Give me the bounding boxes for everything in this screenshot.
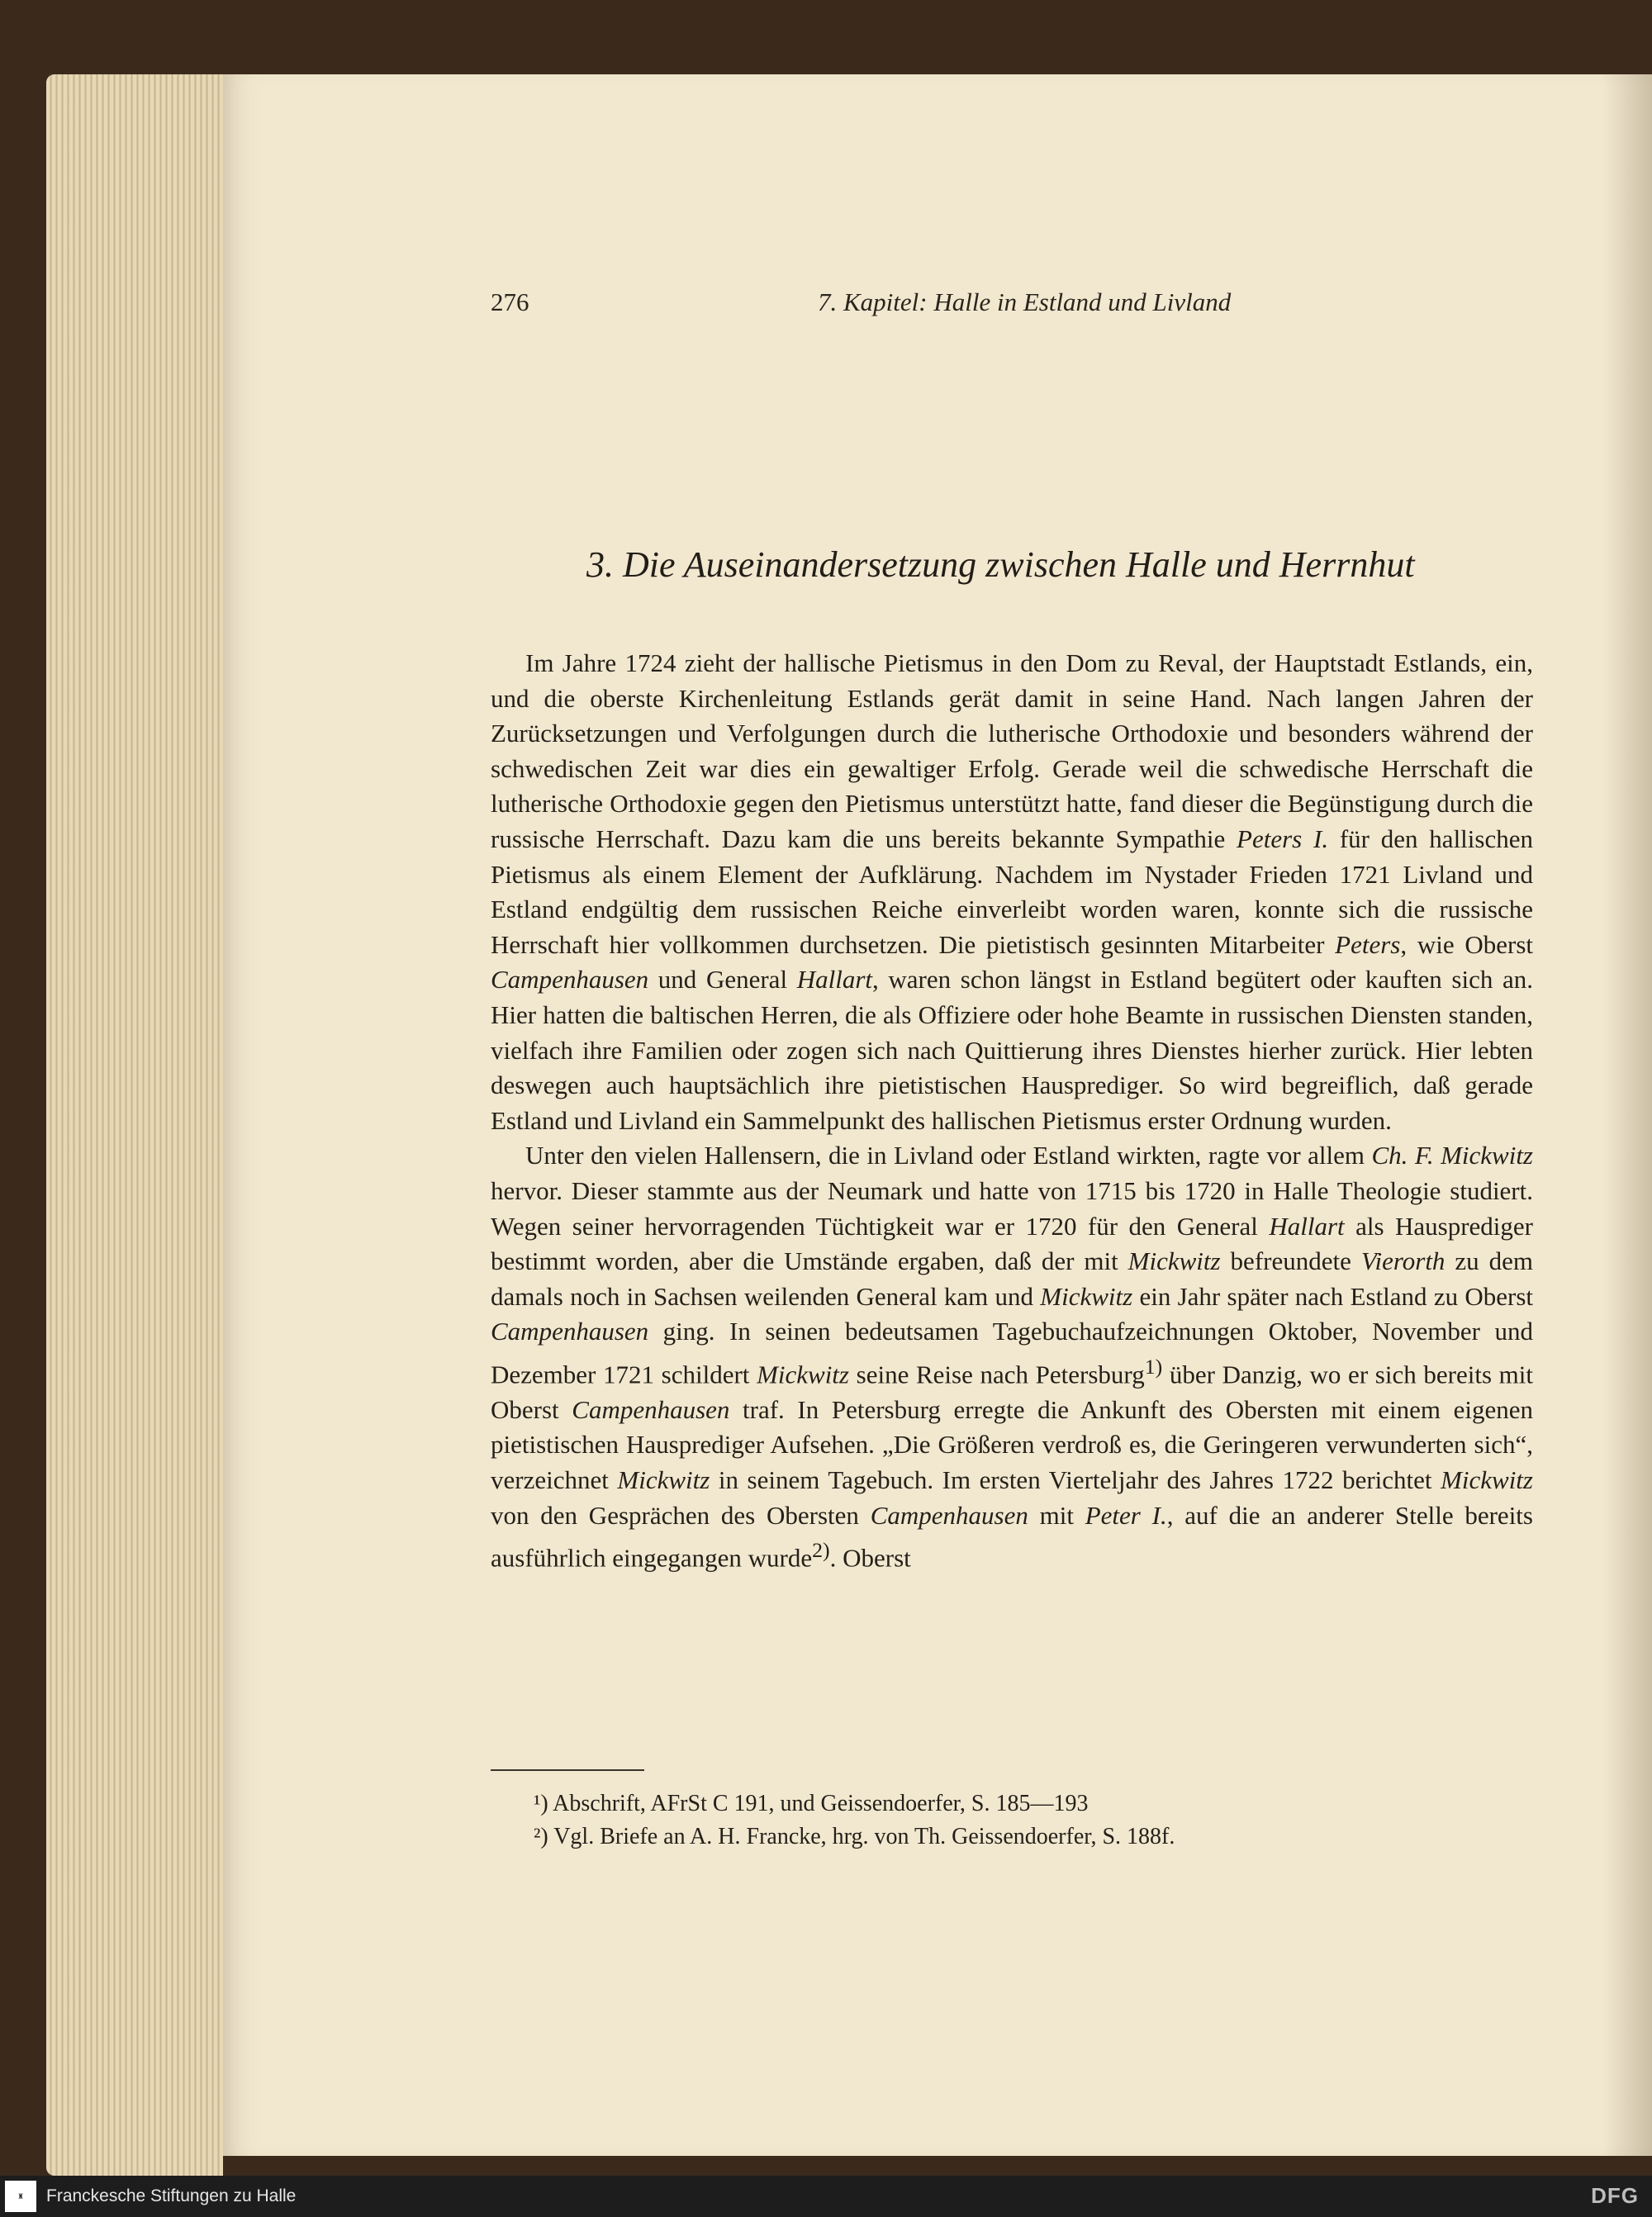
person-name: Mickwitz bbox=[757, 1360, 849, 1389]
footnote-divider bbox=[491, 1769, 644, 1771]
book-scan bbox=[46, 56, 1652, 2176]
person-name: Peters bbox=[1335, 929, 1401, 959]
text-run: ging. In seinen bedeutsamen Tagebuchaufzeichnungen Oktober, November und Dezember 1721 schildert bbox=[491, 1317, 1533, 1389]
footnote-2: ²) Vgl. Briefe an A. H. Francke, hrg. von Th. Geissendoerfer, S. 188f. bbox=[534, 1824, 1175, 1849]
person-name: Mickwitz bbox=[1127, 1246, 1221, 1276]
person-name: Campenhausen bbox=[491, 1317, 649, 1346]
person-name: Campenhausen bbox=[491, 965, 649, 995]
paragraph bbox=[491, 1138, 1533, 1576]
person-name: Hallart bbox=[796, 965, 873, 995]
footnote-ref: 1) bbox=[1144, 1354, 1163, 1379]
person-name: Mickwitz bbox=[1441, 1465, 1533, 1494]
text-run: , waren schon längst in Estland begütert oder kauften sich an. Hier hatten die baltischen Herren, die als Offiziere oder hohe Beamte in russischen Diensten standen, vielfach ihre Familien oder zogen sich nach Quittierung ihres Dienstes hierher zurück. Hier lebten deswegen auch hauptsächlich ihre pietistischen Hausprediger. So wird begreiflich, daß gerade Estland und Livland ein Sammelpunkt des hallischen Pietismus erster Ordnung wurden. bbox=[491, 965, 1534, 1135]
text-run: von den Gesprächen des Obersten bbox=[491, 1500, 871, 1530]
text-run: über Danzig, wo er sich bereits mit Oberst bbox=[491, 1360, 1534, 1424]
text-run: mit bbox=[1028, 1500, 1085, 1530]
text-run: , wie Oberst bbox=[1400, 929, 1533, 959]
page-header bbox=[223, 287, 1652, 320]
text-run: hervor. Dieser stammte aus der Neumark und hatte von 1715 bis 1720 in Halle Theologie studiert. Wegen seiner hervorragenden Tüchtigkeit war er 1720 für den General bbox=[491, 1175, 1533, 1241]
page-number: 276 bbox=[491, 287, 529, 316]
text-run: . Oberst bbox=[829, 1543, 911, 1573]
dfg-logo: DFG bbox=[1591, 2183, 1639, 2208]
viewer-footer bbox=[0, 2176, 1652, 2217]
text-run: traf. In Petersburg erregte die Ankunft des Obersten mit einem eigenen pietistischen Hausprediger Aufsehen. „Die Größeren verdroß es, die Geringeren verwunderten sich“, verzeichnet bbox=[491, 1394, 1533, 1494]
spine-shadow bbox=[1602, 74, 1652, 2156]
institution-name: Franckesche Stiftungen zu Halle bbox=[46, 2186, 297, 2205]
person-name: Mickwitz bbox=[1040, 1281, 1133, 1311]
text-run: und General bbox=[648, 965, 797, 995]
book-page-edges bbox=[46, 74, 223, 2176]
text-run: , auf die an anderer Stelle bereits ausführlich eingegangen wurde bbox=[491, 1500, 1533, 1573]
institution-logo-icon: ♜ bbox=[5, 2181, 36, 2212]
book-page bbox=[223, 74, 1652, 2156]
person-name: Peter I. bbox=[1085, 1500, 1167, 1530]
text-run: Im Jahre 1724 zieht der hallische Pietismus in den Dom zu Reval, der Hauptstadt Estlands, ein, und die oberste Kirchenleitung Estlands gerät damit in seine Hand. Nach langen Jahren der Zurücksetzungen und Verfolgungen durch die lutherische Orthodoxie und besonders während der schwedischen Zeit war dies ein gewaltiger Erfolg. Gerade weil die schwedische Herrschaft die lutherische Orthodoxie gegen den Pietismus unterstützt hatte, fand dieser die Begünstigung durch die russische Herrschaft. Dazu kam die uns bereits bekannte Sympathie bbox=[491, 648, 1533, 853]
person-name: Ch. F. Mickwitz bbox=[1371, 1141, 1533, 1170]
text-run: in seinem Tagebuch. Im ersten Vierteljahr des Jahres 1722 berichtet bbox=[710, 1465, 1441, 1494]
text-run: befreundete bbox=[1220, 1246, 1361, 1276]
person-name: Peters I. bbox=[1237, 824, 1329, 853]
footnote-ref: 2) bbox=[812, 1538, 830, 1563]
person-name: Campenhausen bbox=[572, 1394, 730, 1424]
footnote-1: ¹) Abschrift, AFrSt C 191, und Geissendoerfer, S. 185—193 bbox=[534, 1791, 1089, 1816]
text-run: seine Reise nach Petersburg bbox=[848, 1360, 1145, 1389]
text-run: ein Jahr später nach Estland zu Oberst bbox=[1132, 1281, 1533, 1311]
paragraph bbox=[491, 646, 1533, 1138]
text-run: Unter den vielen Hallensern, die in Livland oder Estland wirkten, ragte vor allem bbox=[525, 1141, 1372, 1170]
person-name: Hallart bbox=[1269, 1211, 1345, 1241]
running-head: 7. Kapitel: Halle in Estland und Livland bbox=[818, 287, 1232, 316]
person-name: Mickwitz bbox=[617, 1465, 710, 1494]
text-run: als Hausprediger bestimmt worden, aber die Umstände ergaben, daß der mit bbox=[491, 1211, 1533, 1276]
text-run: für den hallischen Pietismus als einem Element der Aufklärung. Nachdem im Nystader Frieden 1721 Livland und Estland endgültig dem russischen Reiche einverleibt worden waren, konnte sich die russische Herrschaft hier vollkommen durchsetzen. Die pietistisch gesinnten Mitarbeiter bbox=[491, 824, 1533, 959]
person-name: Vierorth bbox=[1360, 1246, 1446, 1276]
body-text bbox=[491, 646, 1533, 1576]
text-run: zu dem damals noch in Sachsen weilenden General kam und bbox=[491, 1246, 1533, 1311]
footnotes bbox=[491, 1787, 1533, 1854]
person-name: Campenhausen bbox=[870, 1500, 1028, 1530]
section-title: 3. Die Auseinandersetzung zwischen Halle und Herrnhut bbox=[586, 544, 1415, 585]
